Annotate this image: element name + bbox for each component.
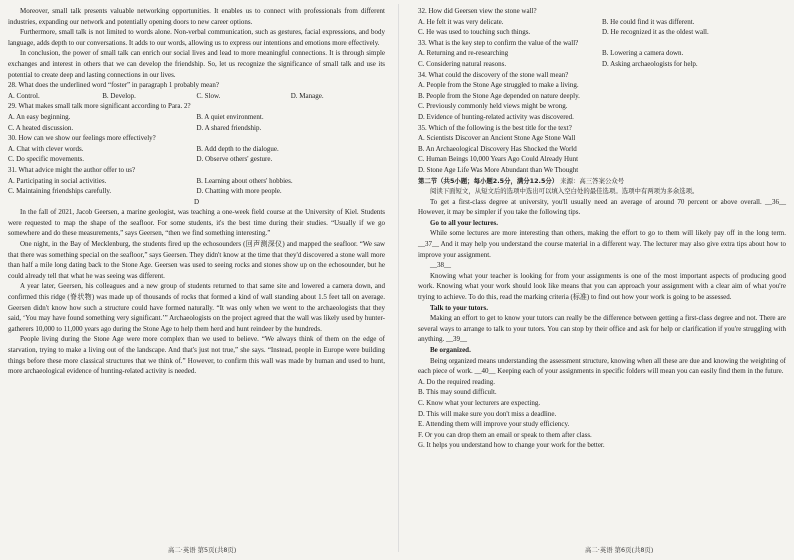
passage-subheading: Be organized.: [430, 346, 471, 354]
option: A. He felt it was very delicate.: [418, 17, 504, 26]
option: C. Human Beings 10,000 Years Ago Could Already Hunt: [418, 155, 579, 164]
right-page: [418, 6, 786, 451]
question-stem: 33. What is the key step to confirm the value of the wall?: [418, 38, 579, 47]
option: B. Develop.: [102, 91, 136, 100]
source-tag: 来源：高三答案公众号: [560, 176, 625, 185]
option: D. A shared friendship.: [196, 123, 262, 132]
option: B. A quiet environment.: [196, 112, 264, 121]
page-footer: 高二·英语 第6页(共8页): [585, 546, 654, 555]
question-35: [418, 123, 786, 176]
option: A. Do the required reading.: [418, 377, 495, 386]
left-page: [8, 6, 385, 377]
page-footer: 高二·英语 第5页(共8页): [168, 546, 237, 555]
passage-paragraph: One night, in the Bay of Mecklenburg, the students fired up the echosounders (回声测深仪) and mapped the seafloor. “We saw that there was something special on the seafloor,” says Geersen. They didn't know at the time that they'd discovered a stone wall more than half a mile long dating back to the Stone Age. Geersen was used to seeing rocks and stones show up on the echosounder, but he could already tell that what he was seeing was different.: [8, 240, 385, 280]
option: B. An Archaeological Discovery Has Shocked the World: [418, 144, 577, 153]
option: A. People from the Stone Age struggled to make a living.: [418, 81, 579, 90]
question-31: [8, 165, 385, 197]
option: A. Participating in social activities.: [8, 176, 107, 185]
option: A. An easy beginning.: [8, 112, 71, 121]
option: D. He recognized it as the oldest wall.: [602, 28, 709, 37]
option: E. Attending them will improve your study efficiency.: [418, 420, 570, 429]
passage-paragraph: In the fall of 2021, Jacob Geersen, a marine geologist, was teaching a one-week field course at the University of Kiel. Students were requested to map the shape of the seafloor. For some students, it's the best time during their studies. “Usually if we go somewhere and do these measurements,” says Geersen, “then we find something interesting.”: [8, 208, 385, 238]
passage-paragraph: To get a first-class degree at university, you'll usually need an average of around 70 percent or above overall. __36__ However, it may be simpler if you take the following tips.: [418, 197, 786, 217]
option: C. Know what your lecturers are expecting.: [418, 398, 541, 407]
option: B. This may sound difficult.: [418, 388, 497, 397]
option: D. Stone Age Life Was More Abundant than We Thought: [418, 165, 579, 174]
option: C. Do specific movements.: [8, 155, 85, 164]
option: A. Returning and re-researching: [418, 49, 509, 58]
option: C. He was used to touching such things.: [418, 28, 531, 37]
option: C. Considering natural reasons.: [418, 59, 507, 68]
passage-paragraph: While some lectures are more interesting than others, making the effort to go to them will likely pay off in the long term. __37__ And it may help you understand the course material in a different way. The lecturer may also give extra tips about how to improve your assignment.: [418, 229, 786, 259]
question-34: [418, 70, 786, 123]
passage-subheading: Go to all your lectures.: [430, 218, 498, 227]
question-stem: 28. What does the underlined word “foster” in paragraph 1 probably mean?: [8, 81, 219, 90]
gap-fill-options: [418, 377, 786, 451]
option: D. Manage.: [290, 91, 324, 100]
option: B. Add depth to the dialogue.: [196, 144, 279, 153]
question-options: [418, 48, 786, 69]
question-options: [8, 176, 385, 197]
section-heading-line: [418, 176, 786, 187]
option: D. Chatting with more people.: [196, 187, 282, 196]
question-33: [418, 38, 786, 70]
option: B. Learning about others' hobbies.: [196, 176, 293, 185]
passage-paragraph: People living during the Stone Age were more complex than we used to believe. “We always think of them on the edge of starvation, trying to make a living out of the landscape. And that's just not true,” she says. “Instead, people in Europe were building things before these more classical structures that we think of.” However, to confirm this wall was made by human and used to hunt, more archaeological evidence of hunting-related activity is needed.: [8, 335, 385, 376]
passage-paragraph: Being organized means understanding the assessment structure, knowing when all these are due and knowing the weighting of each piece of work. __40__ Keeping each of your assignments in specific folders will mean you can easily find them in the future.: [418, 356, 786, 376]
question-options: [8, 144, 385, 165]
passage-paragraph: In conclusion, the power of small talk can enrich our social lives and lead to more meaningful connections. It is through simple exchanges and interest in others that we can develop the friendship. So, let us recognize the significance of small talk and use its potential to create deep and lasting connections in our lives.: [8, 49, 385, 79]
question-29: [8, 101, 385, 133]
option: B. He could find it was different.: [602, 17, 695, 26]
question-options: [8, 112, 385, 133]
option: F. Or you can drop them an email or speak to them after class.: [418, 430, 592, 439]
option: C. Previously commonly held views might be wrong.: [418, 102, 568, 111]
option: C. A heated discussion.: [8, 123, 74, 132]
section-heading: 第二节（共5小题；每小题2.5分，满分12.5分）: [418, 176, 559, 185]
question-options: [8, 91, 385, 102]
question-options: [418, 133, 786, 175]
option: D. Asking archaeologists for help.: [602, 59, 698, 68]
question-stem: 31. What advice might the author offer to us?: [8, 165, 136, 174]
option: A. Chat with clever words.: [8, 144, 84, 153]
question-stem: 29. What makes small talk more significant according to Para. 2?: [8, 102, 191, 111]
option: D. This will make sure you don't miss a deadline.: [418, 409, 557, 418]
option: C. Maintaining friendships carefully.: [8, 187, 112, 196]
passage-paragraph: Knowing what your teacher is looking for from your assignments is one of the most important aspects of producing good work. Knowing what your work should look like means that you can approach your assignment with a clear aim of what you're trying to achieve. To do this, read the marking criteria (标准) to find out how your work is going to be assessed.: [418, 271, 786, 302]
option: C. Slow.: [196, 91, 221, 100]
question-28: [8, 80, 385, 101]
passage-subheading: Talk to your tutors.: [430, 303, 488, 312]
passage-paragraph: A year later, Geersen, his colleagues and a new group of students returned to that same site and lowered a camera down, and confirmed this ridge (脊状物) was made up of thousands of rocks that formed a kind of wall standing about 1.5 feet tall on average. Geersen didn't know how such a structure could have formed naturally. “It was only when we went to the archaeologists that they said, ‘You may have found something very significant.’” Archaeologists on the project agreed that the wall was likely used by hunter-gatherers 10,000 to 11,000 years ago during the Stone Age to help them herd and hunt reindeer by the hundreds.: [8, 282, 385, 333]
question-options: [418, 80, 786, 122]
question-options: [418, 17, 786, 38]
passage-paragraph: Furthermore, small talk is not limited to words alone. Non-verbal communication, such as gestures, facial expressions, and body language, adds depth to our conversations. It adds to our words, allowing us to express our intentions and emotions more effectively.: [8, 28, 385, 47]
question-stem: 34. What could the discovery of the stone wall mean?: [418, 70, 569, 79]
blank-38: __38__: [430, 261, 451, 270]
passage-paragraph: Making an effort to get to know your tutors can really be the difference between getting a first-class degree and not. There are several ways to arrange to talk to your tutors. You can stop by their office and ask for help or clarification if you're struggling with anything. __39__: [418, 314, 786, 344]
page-divider: [398, 4, 399, 552]
option: D. Evidence of hunting-related activity was discovered.: [418, 112, 574, 121]
option: A. Control.: [8, 91, 40, 100]
option: B. People from the Stone Age depended on nature deeply.: [418, 91, 580, 100]
section-instructions: 阅读下面短文，从短文后的选项中选出可以填入空白处的最佳选项。选项中有两项为多余选项。: [430, 187, 699, 196]
question-stem: 35. Which of the following is the best title for the text?: [418, 123, 572, 132]
passage-paragraph: Moreover, small talk presents valuable networking opportunities. It enables us to connect with professionals from different industries, expanding our network and potentially opening doors to new career options.: [8, 7, 385, 26]
question-30: [8, 133, 385, 165]
passage-letter: D: [193, 197, 200, 206]
option: B. Lowering a camera down.: [602, 49, 684, 58]
option: G. It helps you understand how to change your work for the better.: [418, 441, 605, 450]
question-stem: 30. How can we show our feelings more effectively?: [8, 134, 156, 143]
option: A. Scientists Discover an Ancient Stone Age Stone Wall: [418, 134, 576, 143]
question-stem: 32. How did Geersen view the stone wall?: [418, 7, 537, 15]
option: D. Observe others' gesture.: [196, 155, 273, 164]
question-32: [418, 6, 786, 38]
